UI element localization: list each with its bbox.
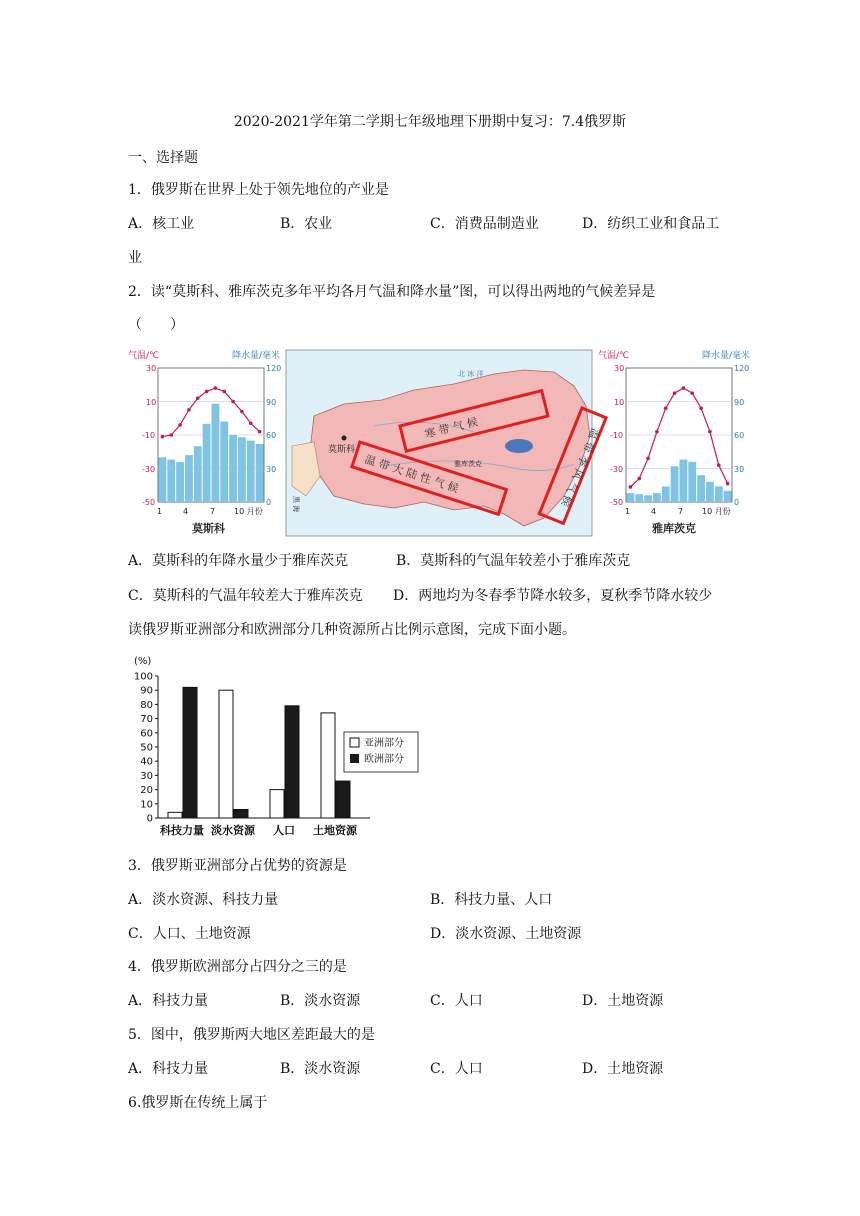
y-tick-label: 50 bbox=[140, 742, 153, 754]
yakutsk-precip-axis-label: 降水量/毫米 bbox=[702, 351, 751, 361]
moscow-temp-point bbox=[222, 390, 226, 394]
yakutsk-precip-bar bbox=[724, 491, 732, 502]
yakutsk-precip-bar bbox=[706, 482, 714, 502]
q2-option-c[interactable]: C．莫斯科的气温年较差大于雅库茨克 bbox=[128, 588, 363, 604]
yakutsk-temp-point bbox=[664, 406, 668, 410]
q5-option-a[interactable]: A．科技力量 bbox=[128, 1061, 209, 1077]
q2-option-d[interactable]: D．两地均为冬春季节降水较多，夏秋季节降水较少 bbox=[393, 588, 713, 604]
resource-bar-chart bbox=[124, 650, 424, 842]
svg-text:-10: -10 bbox=[142, 431, 156, 440]
map-ocean-label: 北 冰 洋 bbox=[458, 370, 484, 378]
q5-option-d[interactable]: D．土地资源 bbox=[582, 1061, 664, 1077]
svg-text:10 月份: 10 月份 bbox=[702, 507, 731, 516]
moscow-precip-axis-label: 降水量/毫米 bbox=[232, 351, 281, 361]
q2-option-a[interactable]: A．莫斯科的年降水量少于雅库茨克 bbox=[128, 553, 349, 569]
svg-text:0: 0 bbox=[266, 498, 272, 507]
yakutsk-precip-bar bbox=[697, 475, 705, 502]
moscow-precip-bar bbox=[159, 457, 167, 502]
moscow-precip-bar bbox=[256, 444, 264, 502]
moscow-precip-bar bbox=[185, 455, 193, 502]
svg-text:120: 120 bbox=[266, 364, 282, 373]
yakutsk-precip-bar bbox=[635, 494, 643, 502]
q4-option-b[interactable]: B．淡水资源 bbox=[280, 993, 361, 1009]
q1-option-b[interactable]: B．农业 bbox=[280, 216, 333, 232]
moscow-temp-point bbox=[240, 410, 244, 414]
q3-option-a[interactable]: A．淡水资源、科技力量 bbox=[128, 892, 279, 908]
legend-europe: 欧洲部分 bbox=[364, 754, 404, 765]
moscow-temp-axis-label: 气温/℃ bbox=[128, 351, 160, 361]
svg-text:30: 30 bbox=[146, 364, 157, 373]
question-3-stem: 3．俄罗斯亚洲部分占优势的资源是 bbox=[128, 858, 347, 874]
yakutsk-month-ticks bbox=[625, 506, 731, 516]
y-tick-label: 100 bbox=[133, 671, 153, 683]
moscow-temp-point bbox=[205, 390, 209, 394]
svg-text:10 月份: 10 月份 bbox=[234, 507, 263, 516]
moscow-chart-caption: 莫斯科 bbox=[192, 522, 225, 535]
question-2-paren: （ ） bbox=[128, 317, 184, 333]
bar-asia bbox=[321, 713, 335, 818]
y-tick-label: 20 bbox=[140, 785, 153, 797]
moscow-precip-bar bbox=[220, 422, 228, 502]
svg-text:0: 0 bbox=[734, 498, 740, 507]
page-title: 2020-2021学年第二学期七年级地理下册期中复习：7.4俄罗斯 bbox=[233, 114, 627, 130]
svg-text:30: 30 bbox=[266, 465, 277, 474]
category-label: 淡水资源 bbox=[211, 824, 255, 837]
yakutsk-temp-point bbox=[646, 457, 650, 461]
svg-text:10: 10 bbox=[146, 398, 157, 407]
legend-swatch-europe bbox=[350, 754, 359, 763]
y-tick-label: 10 bbox=[140, 799, 153, 811]
moscow-precip-bar bbox=[194, 446, 202, 502]
map-band-continental: 温 带 大 陆 性 气 候 bbox=[363, 452, 461, 496]
yakutsk-precip-bar bbox=[715, 486, 723, 502]
question-1-stem: 1．俄罗斯在世界上处于领先地位的产业是 bbox=[128, 182, 389, 198]
y-tick-label: 0 bbox=[146, 813, 153, 825]
moscow-temp-point bbox=[214, 386, 218, 390]
moscow-precip-bar bbox=[238, 437, 246, 502]
q4-option-a[interactable]: A．科技力量 bbox=[128, 993, 209, 1009]
moscow-precip-bar bbox=[203, 424, 211, 502]
moscow-temp-point bbox=[178, 423, 182, 427]
svg-text:4: 4 bbox=[183, 507, 189, 516]
map-band-monsoon: 温 带 季 风 气 候 bbox=[558, 426, 602, 509]
yakutsk-temp-point bbox=[637, 477, 641, 481]
svg-text:4: 4 bbox=[651, 507, 657, 516]
q3-option-b[interactable]: B．科技力量、人口 bbox=[430, 892, 553, 908]
svg-text:-50: -50 bbox=[142, 498, 156, 507]
yakutsk-precip-bar bbox=[653, 493, 661, 502]
question-5-stem: 5．图中，俄罗斯两大地区差距最大的是 bbox=[128, 1027, 375, 1043]
q4-option-d[interactable]: D．土地资源 bbox=[582, 993, 664, 1009]
moscow-precip-bar bbox=[176, 462, 184, 502]
yakutsk-precip-bar bbox=[662, 486, 670, 502]
svg-text:60: 60 bbox=[734, 431, 745, 440]
bar-europe bbox=[234, 809, 248, 818]
moscow-precip-bar bbox=[167, 460, 175, 502]
yakutsk-temp-point bbox=[708, 430, 712, 434]
svg-text:30: 30 bbox=[734, 465, 745, 474]
moscow-month-ticks bbox=[157, 506, 263, 516]
category-label: 土地资源 bbox=[313, 824, 357, 837]
map-sea-label: 黑 海 bbox=[292, 496, 300, 513]
yakutsk-temp-point bbox=[726, 482, 730, 486]
yakutsk-temp-axis-label: 气温/℃ bbox=[598, 351, 630, 361]
svg-text:7: 7 bbox=[678, 507, 684, 516]
bar-asia bbox=[270, 790, 284, 818]
moscow-temp-point bbox=[161, 435, 165, 439]
q2-option-b[interactable]: B．莫斯科的气温年较差小于雅库茨克 bbox=[396, 553, 631, 569]
moscow-precip-bar bbox=[247, 441, 255, 502]
q1-option-d[interactable]: D．纺织工业和食品工 bbox=[582, 216, 720, 232]
svg-text:7: 7 bbox=[210, 507, 216, 516]
svg-text:30: 30 bbox=[614, 364, 625, 373]
moscow-temp-point bbox=[249, 421, 253, 425]
y-tick-label: 90 bbox=[140, 685, 153, 697]
q5-option-b[interactable]: B．淡水资源 bbox=[280, 1061, 361, 1077]
svg-text:90: 90 bbox=[734, 398, 745, 407]
q1-option-d-wrap: 业 bbox=[128, 250, 142, 266]
bar-europe bbox=[336, 781, 350, 818]
svg-text:-30: -30 bbox=[142, 465, 156, 474]
y-tick-label: 60 bbox=[140, 728, 153, 740]
svg-text:60: 60 bbox=[266, 431, 277, 440]
yakutsk-precip-ticks bbox=[734, 364, 749, 507]
moscow-precip-ticks bbox=[266, 364, 281, 507]
q4-option-c[interactable]: C．人口 bbox=[430, 993, 483, 1009]
yakutsk-precip-bar bbox=[644, 495, 652, 502]
question-4-stem: 4．俄罗斯欧洲部分占四分之三的是 bbox=[128, 959, 347, 975]
y-tick-label: 40 bbox=[140, 756, 153, 768]
moscow-temp-point bbox=[169, 433, 173, 437]
chart-ylabel: (%) bbox=[134, 656, 152, 667]
yakutsk-temp-point bbox=[699, 406, 703, 410]
svg-text:-30: -30 bbox=[610, 465, 624, 474]
y-tick-label: 30 bbox=[140, 770, 153, 782]
yakutsk-chart-caption: 雅库茨克 bbox=[652, 522, 696, 535]
q3-option-c[interactable]: C．人口、土地资源 bbox=[128, 926, 251, 942]
y-tick-label: 70 bbox=[140, 714, 153, 726]
moscow-precip-bar bbox=[229, 435, 237, 502]
svg-text:1: 1 bbox=[625, 507, 631, 516]
category-label: 人口 bbox=[273, 824, 295, 837]
moscow-temp-point bbox=[196, 396, 200, 400]
q1-option-a[interactable]: A．核工业 bbox=[128, 216, 195, 232]
moscow-temp-point bbox=[231, 400, 235, 404]
bar-asia bbox=[219, 690, 233, 818]
legend-swatch-asia bbox=[350, 738, 359, 747]
svg-text:1: 1 bbox=[157, 507, 163, 516]
moscow-temp-ticks bbox=[142, 364, 156, 507]
section-heading: 一、选择题 bbox=[128, 150, 198, 166]
svg-text:-10: -10 bbox=[610, 431, 624, 440]
yakutsk-temp-point bbox=[673, 391, 677, 395]
moscow-precip-bar bbox=[212, 404, 220, 502]
climate-map-figure bbox=[124, 346, 756, 538]
yakutsk-temp-point bbox=[655, 430, 659, 434]
moscow-climate-chart bbox=[128, 349, 281, 535]
yakutsk-climate-chart bbox=[598, 349, 750, 535]
q3-option-d[interactable]: D．淡水资源、土地资源 bbox=[430, 926, 582, 942]
bar-europe bbox=[285, 706, 299, 818]
moscow-temp-point bbox=[258, 430, 262, 434]
map-moscow-label: 莫斯科 bbox=[328, 445, 356, 455]
yakutsk-temp-point bbox=[629, 485, 633, 489]
legend-asia: 亚洲部分 bbox=[364, 738, 404, 749]
question-2-stem: 2．读“莫斯科、雅库茨克多年平均各月气温和降水量”图，可以得出两地的气候差异是 bbox=[128, 284, 656, 300]
svg-text:90: 90 bbox=[266, 398, 277, 407]
category-label: 科技力量 bbox=[160, 824, 204, 837]
svg-text:120: 120 bbox=[734, 364, 750, 373]
bar-asia bbox=[168, 812, 182, 818]
bar-europe bbox=[183, 687, 197, 818]
q5-option-c[interactable]: C．人口 bbox=[430, 1061, 483, 1077]
moscow-temp-point bbox=[187, 408, 191, 412]
map-band-cold: 寒 带 气 候 bbox=[423, 415, 480, 442]
q1-option-c[interactable]: C．消费品制造业 bbox=[430, 216, 539, 232]
yakutsk-precip-bar bbox=[688, 462, 696, 502]
yakutsk-temp-point bbox=[682, 386, 686, 390]
question-6-stem: 6.俄罗斯在传统上属于 bbox=[128, 1095, 268, 1111]
svg-text:10: 10 bbox=[614, 398, 625, 407]
yakutsk-precip-bar bbox=[671, 466, 679, 502]
yakutsk-temp-point bbox=[717, 463, 721, 467]
yakutsk-precip-bar bbox=[680, 460, 688, 502]
y-tick-label: 80 bbox=[140, 699, 153, 711]
yakutsk-temp-ticks bbox=[610, 364, 624, 507]
russia-map bbox=[286, 350, 608, 536]
yakutsk-precip-bar bbox=[627, 493, 635, 502]
yakutsk-temp-point bbox=[690, 391, 694, 395]
chart-legend bbox=[344, 732, 418, 772]
svg-text:-50: -50 bbox=[610, 498, 624, 507]
q3-intro: 读俄罗斯亚洲部分和欧洲部分几种资源所占比例示意图，完成下面小题。 bbox=[128, 622, 576, 638]
map-yakutsk-label: 雅库茨克 bbox=[454, 460, 482, 468]
